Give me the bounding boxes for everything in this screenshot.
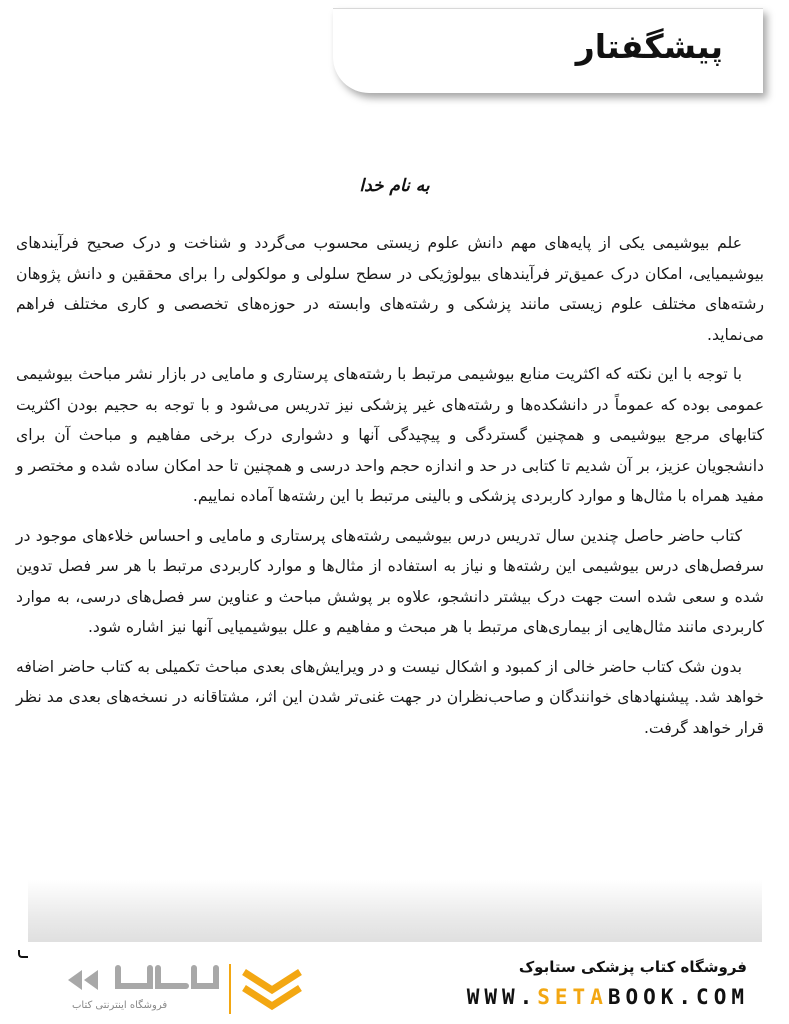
url-accent: SETA [537, 985, 608, 1009]
store-url-link[interactable] [467, 985, 749, 1009]
logo-caption: فروشگاه اینترنتی کتاب [72, 1000, 168, 1011]
title-box [333, 8, 763, 93]
store-name: فروشگاه کتاب پزشکی ستابوک [518, 958, 747, 976]
corner-mark-icon [18, 950, 28, 958]
paragraph-1: علم بیوشیمی یکی از پایه‌های مهم دانش علوم زیستی محسوب می‌گردد و شناخت و درک صحیح فرآیندهای بیوشیمیایی، امکان درک عمیق‌تر فرآیندهای بیولوژیکی در سطح سلولی و مولکولی را برای محققین و دانش پژوهان رشته‌های مختلف علوم زیستی مانند پزشکی و رشته‌های وابسته در حوزه‌های تخصصی و کاری مختلف فراهم می‌نماید. [16, 234, 764, 344]
url-suffix: BOOK.COM [607, 985, 749, 1009]
preface-body [16, 228, 764, 752]
page-title: پیشگفتار [575, 27, 723, 66]
paragraph-3: کتاب حاضر حاصل چندین سال تدریس درس بیوشیمی رشته‌های پرستاری و مامایی و احساس خلاءهای موجود در سرفصل‌های درس بیوشیمی این رشته‌ها و نیاز به استفاده از مثال‌ها و موارد کاربردی مرتبط با هر سر فصل تدوین شده و سعی شده است جهت درک بیشتر دانشجو، علاوه بر پوشش مباحث و عناوین سر فصل‌های درسی، به موارد کاربردی مانند مثال‌هایی از بیماری‌های مرتبط با هر مبحث و مفاهیم و علل بیوشیمیایی آنها نیز اشاره شود. [16, 526, 764, 636]
url-prefix: WWW. [466, 985, 538, 1009]
paragraph-2: با توجه با این نکته که اکثریت منابع بیوشیمی مرتبط با رشته‌های پرستاری و مامایی در بازار نشر مباحث بیوشیمی عمومی بوده که عموماً در دانشکده‌ها و رشته‌های غیر پزشکی نیز تدریس می‌شود و با توجه به حجیم بودن اکثریت کتابهای مرجع بیوشیمی و همچنین گستردگی و پیچیدگی آنها و دشواری درک برخی مفاهیم و مباحث آن برای دانشجویان عزیز، بر آن شدیم تا کتابی در حد و اندازه حجم واحد درسی و همچنین تا حد امکان ساده شده و مختصر و مفید همراه با مثال‌ها و موارد کاربردی پزشکی و بالینی مرتبط با این رشته‌ها آماده نماییم. [16, 365, 764, 505]
bismillah-heading: به نام خدا [359, 176, 430, 196]
bottom-fade-overlay [28, 880, 762, 942]
paragraph-4: بدون شک کتاب حاضر خالی از کمبود و اشکال نیست و در ویرایش‌های بعدی مباحث تکمیلی به کتاب حاضر اضافه خواهد شد. پیشنهادهای خوانندگان و صاحب‌نظران در جهت غنی‌تر شدن این اثر، مشتاقانه در نسخه‌های بعدی مد نظر قرار خواهد گرفت. [16, 657, 764, 737]
